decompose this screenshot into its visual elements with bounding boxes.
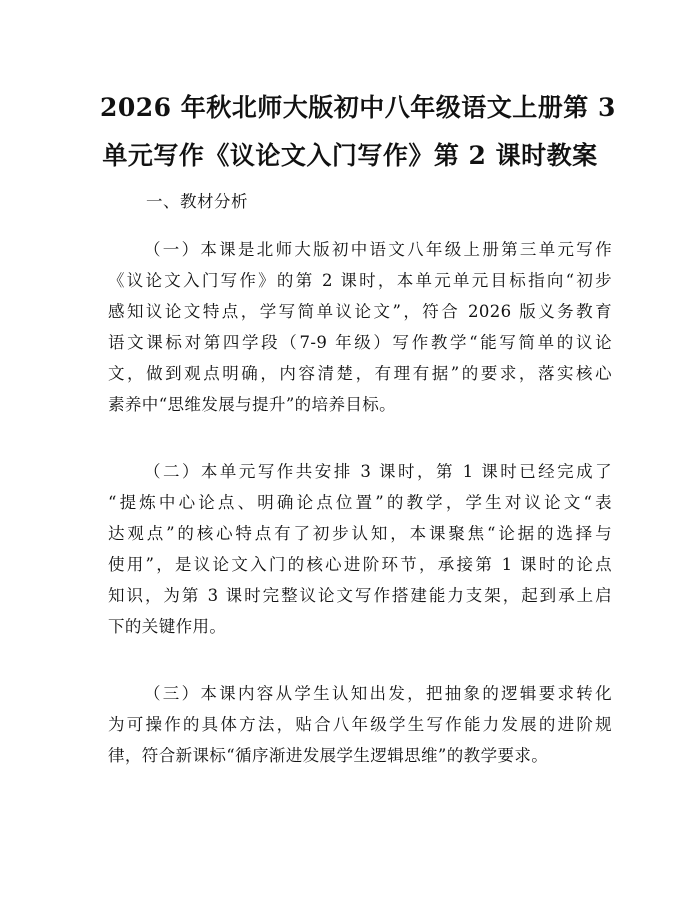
paragraph-2 [108,456,612,642]
document-title [100,84,616,180]
paragraph-line: 知识，为第 3 课时完整议论文写作搭建能力支架，起到承上启 [108,586,612,605]
paragraph-line: 文，做到观点明确，内容清楚，有理有据”的要求，落实核心 [108,364,612,383]
paragraph-line: 律，符合新课标“循序渐进发展学生逻辑思维”的教学要求。 [108,746,549,765]
paragraph-line: 使用”，是议论文入门的核心进阶环节，承接第 1 课时的论点 [108,555,612,574]
paragraph-line: 为可操作的具体方法，贴合八年级学生写作能力发展的进阶规 [108,715,612,734]
title-line-1: 2026 年秋北师大版初中八年级语文上册第 3 [100,93,616,122]
paragraph-line: （三）本课内容从学生认知出发，把抽象的逻辑要求转化 [144,684,612,703]
paragraph-3 [108,678,612,771]
section-heading: 一、教材分析 [146,192,248,211]
paragraph-line: （二）本单元写作共安排 3 课时，第 1 课时已经完成了 [144,462,612,481]
title-line-2: 单元写作《议论文入门写作》第 2 课时教案 [102,141,598,170]
paragraph-line: 《议论文入门写作》的第 2 课时，本单元单元目标指向“初步 [108,271,612,290]
paragraph-line: 感知议论文特点，学写简单议论文”，符合 2026 版义务教育 [108,302,612,321]
paragraph-line: （一）本课是北师大版初中语文八年级上册第三单元写作 [144,240,612,259]
paragraph-line: 达观点”的核心特点有了初步认知，本课聚焦“论据的选择与 [108,524,612,543]
paragraph-1 [108,234,612,420]
paragraph-line: 下的关键作用。 [108,617,227,636]
paragraph-line: 语文课标对第四学段（7-9 年级）写作教学“能写简单的议论 [108,333,612,352]
paragraph-line: “提炼中心论点、明确论点位置”的教学，学生对议论文“表 [108,493,612,512]
paragraph-line: 素养中“思维发展与提升”的培养目标。 [108,395,397,414]
